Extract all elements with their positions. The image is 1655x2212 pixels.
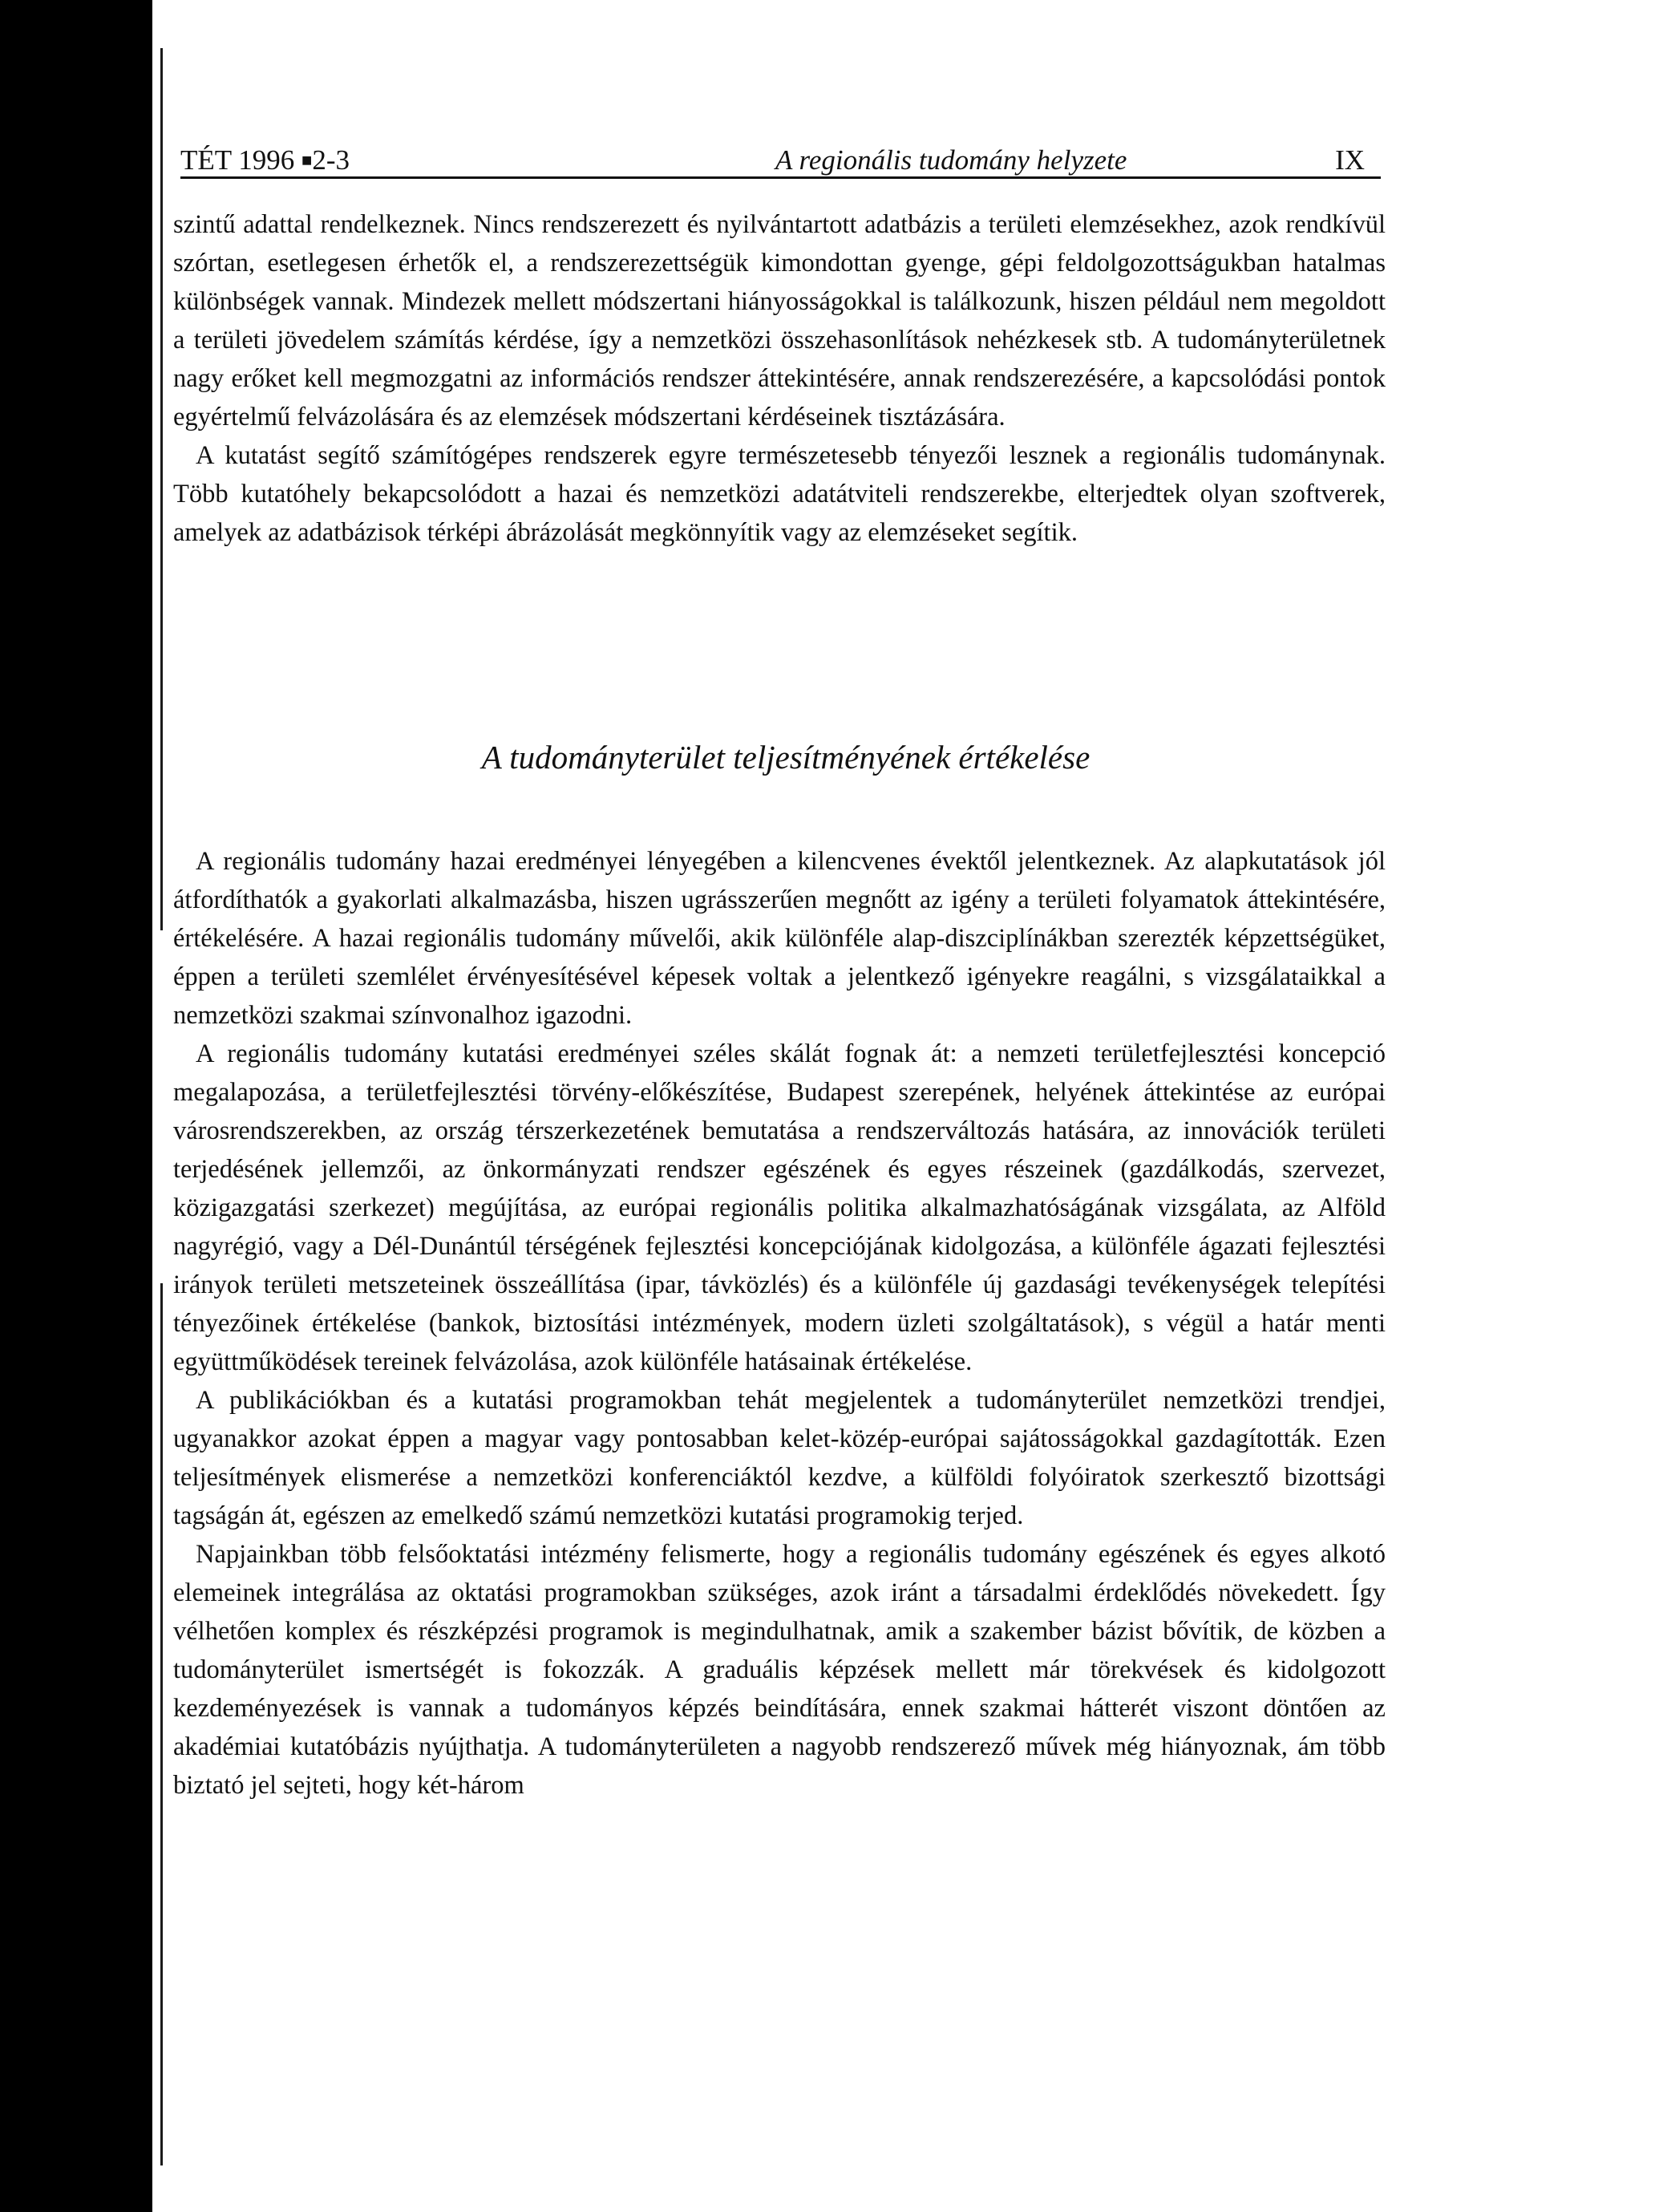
text-block-bottom [173, 842, 1386, 1805]
paragraph: A kutatást segítő számítógépes rendszerek egyre természetesebb tényezői lesznek a regionális tudománynak. Több kutatóhely bekapcsolódott a hazai és nemzetközi adatátviteli rendszerekbe, elterjedtek olyan szoftverek, amelyek az adatbázisok térképi ábrázolását megkönnyítik vagy az elemzéseket segítik. [173, 441, 1386, 547]
scan-edge-line [160, 48, 163, 930]
page-number: IX [1335, 144, 1365, 176]
paragraph: A publikációkban és a kutatási programokban tehát megjelentek a tudományterület nemzetközi trendjei, ugyanakkor azokat éppen a magyar vagy pontosabban kelet-közép-európai sajátosságokkal gazdagították. Ezen teljesítmények elismerése a nemzetközi konferenciáktól kezdve, a külföldi folyóiratok szerkesztő bizottsági tagságán át, egészen az emelkedő számú nemzetközi kutatási programokig terjed. [173, 1386, 1386, 1530]
text-block-top [173, 205, 1386, 552]
document-page [152, 0, 1655, 2212]
separator-square: ■ [301, 150, 313, 170]
paragraph: szintű adattal rendelkeznek. Nincs rendszerezett és nyilvántartott adatbázis a területi elemzésekhez, azok rendkívül szórtan, esetlegesen érhetők el, a rendszerezettségük kimondottan gyenge, gépi feldolgozottságukban hatalmas különbségek vannak. Mindezek mellett módszertani hiányosságokkal is találkozunk, hiszen például nem megoldott a területi jövedelem számítás kérdése, így a nemzetközi összehasonlítások nehézkesek stb. A tudományterületnek nagy erőket kell megmozgatni az információs rendszer áttekintésére, annak rendszerezésére, a kapcsolódási pontok egyértelmű felvázolására és az elemzések módszertani kérdéseinek tisztázására. [173, 210, 1386, 431]
issue-number: 2-3 [312, 144, 350, 176]
section-heading: A tudományterület teljesítményének értékelése [481, 739, 1091, 776]
journal-reference [180, 144, 350, 176]
scan-edge-line [160, 1283, 163, 2165]
journal-name: TÉT 1996 [180, 144, 295, 176]
paragraph: Napjainkban több felsőoktatási intézmény felismerte, hogy a regionális tudomány egészének és egyes alkotó elemeinek integrálása az oktatási programokban szükséges, azok iránt a társadalmi érdeklődés növekedett. Így vélhetően komplex és részképzési programok is megindulhatnak, amik a szakember bázist bővítik, de közben a tudományterület ismertségét is fokozzák. A graduális képzések mellett már törekvések és kidolgozott kezdeményezések is vannak a tudományos képzés beindítására, ennek szakmai hátterét viszont döntően az akadémiai kutatóbázis nyújthatja. A tudományterületen a nagyobb rendszerező művek még hiányoznak, ám több biztató jel sejteti, hogy két-három [173, 1540, 1386, 1800]
running-header [180, 138, 1381, 179]
paragraph: A regionális tudomány hazai eredményei lényegében a kilencvenes évektől jelentkeznek. Az alapkutatások jól átfordíthatók a gyakorlati alkalmazásba, hiszen ugrásszerűen megnőtt az igény a területi folyamatok áttekintésére, értékelésére. A hazai regionális tudomány művelői, akik különféle alap-diszciplínákban szerezték képzettségüket, éppen a területi szemlélet érvényesítésével képesek voltak a jelentkező igényekre reagálni, s vizsgálataikkal a nemzetközi szakmai színvonalhoz igazodni. [173, 847, 1386, 1030]
running-title: A regionális tudomány helyzete [775, 144, 1127, 176]
paragraph: A regionális tudomány kutatási eredményei széles skálát fognak át: a nemzeti területfejlesztési koncepció megalapozása, a területfejlesztési törvény-előkészítése, Budapest szerepének, helyének áttekintése az európai városrendszerekben, az ország térszerkezetének bemutatása a rendszerváltozás hatására, az innovációk területi terjedésének jellemzői, az önkormányzati rendszer egészének és egyes részeinek (gazdálkodás, szervezet, közigazgatási szerkezet) megújítása, az európai regionális politika alkalmazhatóságának vizsgálata, az Alföld nagyrégió, vagy a Dél-Dunántúl térségének fejlesztési koncepciójának kidolgozása, a különféle ágazati fejlesztési irányok területi metszeteinek összeállítása (ipar, távközlés) és a különféle új gazdasági tevékenységek telepítési tényezőinek értékelése (bankok, biztosítási intézmények, modern üzleti szolgáltatások), s végül a határ menti együttműködések tereinek felvázolása, azok különféle hatásainak értékelése. [173, 1039, 1386, 1376]
